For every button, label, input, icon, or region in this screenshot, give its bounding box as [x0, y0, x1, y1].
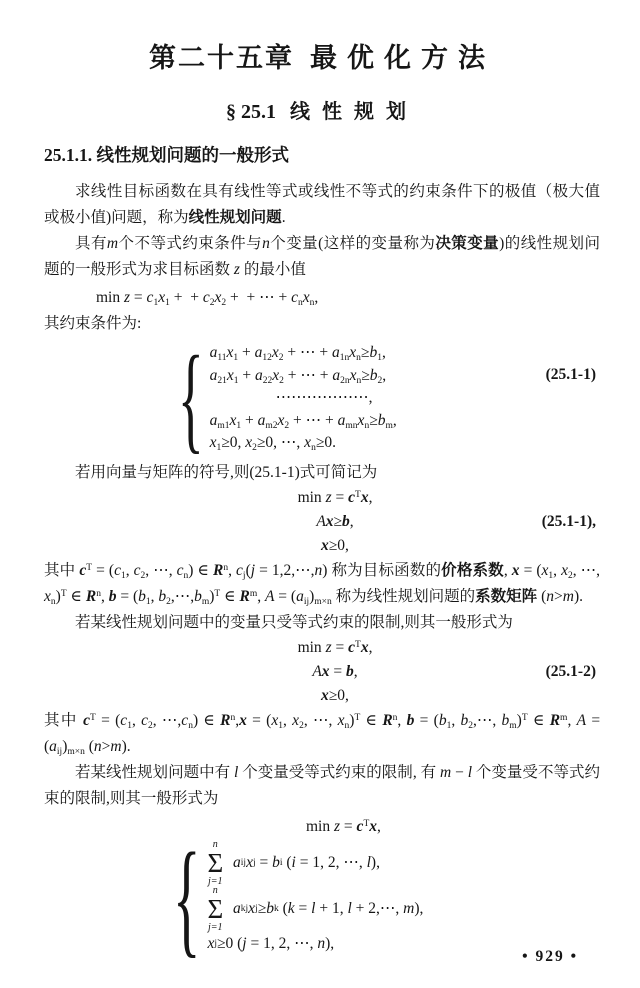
chapter-title	[44, 36, 600, 75]
constraint-row: $a_{21}x_1 + a_{22}x_2$ + ⋯ + $a_{2n}x_n\ge b_2$,	[209, 366, 387, 386]
constraint-rows	[210, 342, 397, 455]
formula-line: $\min z = c^Tx$,	[297, 638, 373, 656]
section-title	[44, 95, 600, 124]
paragraph-general-form: 具有m个不等式约束条件与n个变量(这样的变量称为决策变量)的线性规划问题的一般形式为求目标函数 z 的最小值	[44, 235, 600, 278]
left-brace: {	[172, 826, 201, 969]
constraint-row-sum: n Σ j=1 a ij x j = b i ( i = 1, 2, ⋯, l ),	[207, 838, 380, 887]
paragraph-symbol-definitions: 其中 $c^T = (c_1$, $c_2$, ⋯, $c_n$) ∈ $R^n$, $c_j(j$ = 1,2,⋯,n) 称为目标函数的价格系数, $x = (x_1$, $x_2$, ⋯, $x_n)^T$ ∈ $R^n$, $b = (b_1$, $b_2,\cdots,b_m)^T$ ∈ $R^m$, $A = (a_{ij})_{m\times n}$ 称为线性规划问题的系数矩阵 (n>m).	[44, 561, 601, 607]
paragraph-equality-case: 若某线性规划问题中的变量只受等式约束的限制,则其一般形式为	[75, 613, 513, 631]
left-brace: {	[177, 331, 204, 465]
formula-line: Ax≥b,	[316, 512, 354, 530]
equation-label: (25.1-1)	[545, 366, 596, 383]
formula-min-expanded: $\min z = c_1x_1$ + + $c_2x_2$ + + ⋯ + $c_nx_n$,	[96, 289, 319, 308]
equation-block-25-1-1-vector	[44, 486, 600, 558]
chapter-name: 最优化方法	[310, 43, 495, 73]
equation-block-25-1-2	[44, 636, 600, 708]
paragraph-symbol-definitions-2: 其中 $c^T = (c_1$, $c_2$, $\cdots,c_n$) ∈ $R^n,x = (x_1$, $x_2$, ⋯, $x_n)^T$ ∈ $R^n$, $b = (b_1$, $b_2,\cdots$, $b_m)^T$ ∈ $R^m$, $A = (a_{ij})_{m\times n}$ (n>m).	[44, 711, 601, 757]
constraints-intro: 其约束条件为:	[44, 315, 142, 332]
subsection-title: 25.1.1. 线性规划问题的一般形式	[44, 145, 289, 165]
page-number: • 929 •	[522, 948, 578, 965]
section-name: 线性规划	[290, 101, 418, 123]
section-number: § 25.1	[226, 101, 276, 123]
constraint-rows	[207, 840, 423, 956]
paragraph-definition: 求线性目标函数在具有线性等式或线性不等式的约束条件下的极值（极大值或极小值)问题，称为线性规划问题.	[44, 183, 600, 226]
formula-min-mixed: $\min z = c^Tx$,	[306, 817, 381, 835]
constraint-row: $a_{11}x_1 + a_{12}x_2$ + ⋯ + $a_{1n}x_n\ge b_1$,	[209, 344, 386, 363]
formula-line: x≥0,	[321, 536, 349, 554]
formula-line: x≥0,	[321, 686, 349, 704]
equation-system-25-1-1	[162, 331, 600, 465]
equation-label: (25.1-2)	[545, 662, 596, 680]
paragraph-vector-notation: 若用向量与矩阵的符号,则(25.1-1)式可简记为	[75, 463, 378, 481]
formula-line: $\min z = c^Tx$,	[297, 488, 373, 506]
formula-line: Ax = b,	[312, 662, 358, 680]
chapter-label: 第二十五章	[149, 43, 294, 73]
equation-label: (25.1-1),	[541, 512, 596, 530]
paragraph-mixed-case: 若某线性规划问题中有 l 个变量受等式约束的限制, 有 m − l 个变量受不等式约束的限制,则其一般形式为	[44, 763, 600, 807]
constraint-system	[162, 331, 397, 465]
constraint-row-sum: n Σ j=1 a kj x j ≥ b k ( k = l + 1, l + 2,⋯, m ),	[207, 884, 424, 933]
constraint-row: x j ≥0 ( j = 1, 2, ⋯, n ),	[207, 935, 335, 953]
constraint-row: $x_1\ge 0$, $x_2\ge 0$, ⋯, $x_n\ge 0$.	[209, 434, 336, 453]
constraint-row-dots: ⋯⋯⋯⋯⋯⋯,	[275, 389, 373, 406]
constraint-row: $a_{m1}x_1 + a_{m2}x_2$ + ⋯ + $a_{mn}x_n\ge b_m$,	[209, 411, 397, 431]
